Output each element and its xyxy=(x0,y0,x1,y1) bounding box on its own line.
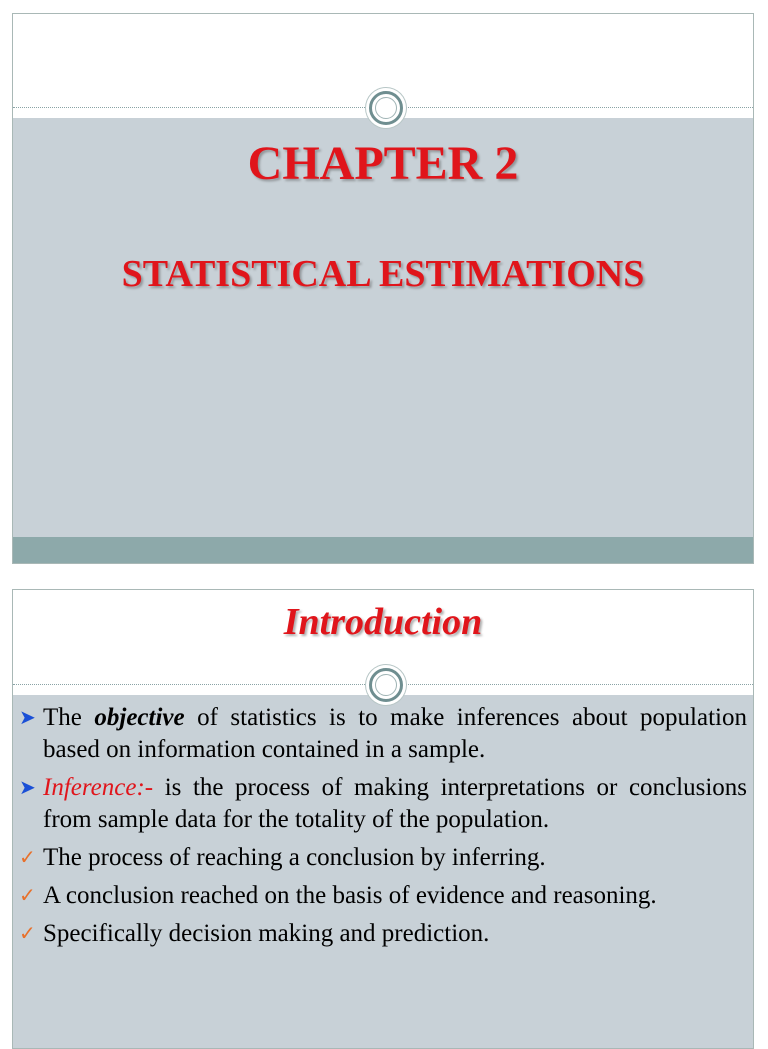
slide-introduction xyxy=(12,589,754,1049)
chapter-subtitle: STATISTICAL ESTIMATIONS xyxy=(121,253,645,295)
arrow-bullet-icon: ➤ xyxy=(19,777,36,799)
bullet-text: of statistics is to make inferences about population based on information contained in a sample. xyxy=(43,704,747,763)
list-item xyxy=(19,702,747,766)
list-item xyxy=(19,772,747,836)
circle-ornament-icon xyxy=(369,91,403,125)
checkmark-bullet-icon: ✓ xyxy=(19,847,36,869)
bullet-text: The process of reaching a conclusion by inferring. xyxy=(43,844,546,871)
list-item xyxy=(19,842,747,874)
arrow-bullet-icon: ➤ xyxy=(19,707,36,729)
list-item xyxy=(19,918,747,950)
bullet-text: Specifically decision making and prediction. xyxy=(43,920,490,947)
bullet-emphasis: objective xyxy=(94,704,185,731)
slide-chapter-title xyxy=(12,13,754,564)
chapter-title: CHAPTER 2 xyxy=(247,137,519,190)
bullet-text: is the process of making interpretations or conclusions from sample data for the totality of the population. xyxy=(43,774,747,833)
footer-band xyxy=(13,537,753,564)
checkmark-bullet-icon: ✓ xyxy=(19,885,36,907)
bullet-list xyxy=(13,702,753,956)
checkmark-bullet-icon: ✓ xyxy=(19,923,36,945)
bullet-text: The xyxy=(43,704,82,731)
bullet-text: A conclusion reached on the basis of evidence and reasoning. xyxy=(43,882,657,909)
circle-ornament-icon xyxy=(369,668,403,702)
list-item xyxy=(19,880,747,912)
bullet-term: Inference:- xyxy=(43,774,154,801)
slide-title: Introduction xyxy=(283,601,483,643)
